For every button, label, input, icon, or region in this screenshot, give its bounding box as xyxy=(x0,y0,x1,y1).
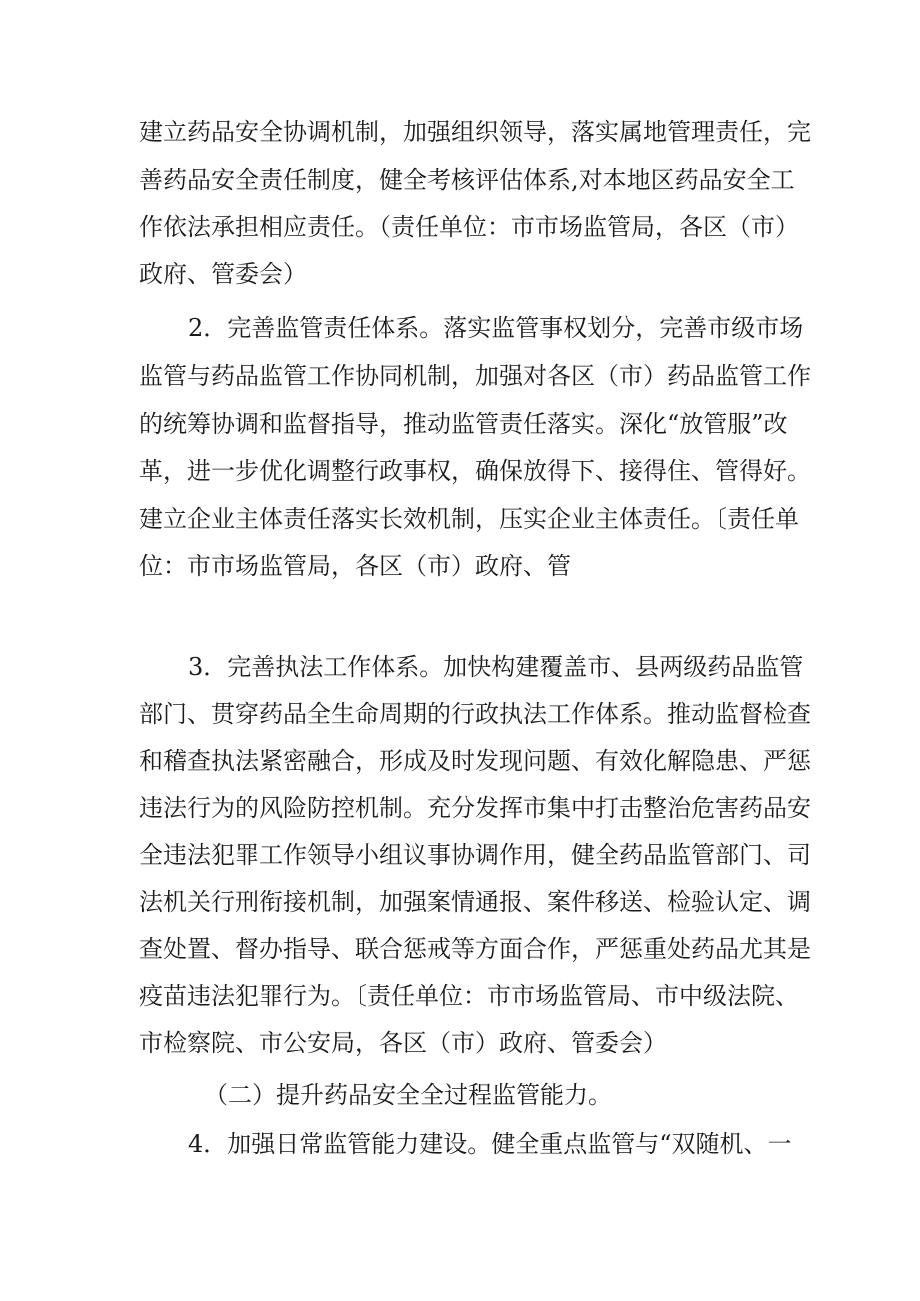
body-text-line: 法机关行刑衔接机制，加强案情通报、案件移送、检验认定、调 xyxy=(139,888,811,916)
body-text-line: 建立药品安全协调机制，加强组织领导，落实属地管理责任，完 xyxy=(139,118,811,146)
paragraph-heading-line: 2．完善监管责任体系。落实监管事权划分，完善市级市场 xyxy=(188,314,804,342)
paragraph-heading-line: 4．加强日常监管能力建设。健全重点监管与“双随机、一 xyxy=(188,1130,792,1158)
body-text-line: 和稽查执法紧密融合，形成及时发现问题、有效化解隐患、严惩 xyxy=(139,747,811,775)
body-text-line: 违法行为的风险防控机制。充分发挥市集中打击整治危害药品安 xyxy=(139,794,811,822)
body-text-line: 位：市市场监管局，各区（市）政府、管 xyxy=(139,552,571,580)
body-text-line: 监管与药品监管工作协同机制，加强对各区（市）药品监管工作 xyxy=(139,362,811,390)
body-text-line: 善药品安全责任制度，健全考核评估体系,对本地区药品安全工 xyxy=(139,166,795,194)
body-text-line: 市检察院、市公安局，各区（市）政府、管委会） xyxy=(139,1029,667,1057)
body-text-line: 的统筹协调和监督指导，推动监管责任落实。深化“放管服”改 xyxy=(139,410,788,438)
body-text-line: 查处置、督办指导、联合惩戒等方面合作，严惩重处药品尤其是 xyxy=(139,935,811,963)
body-text-line: 作依法承担相应责任。（责任单位：市市场监管局，各区（市） xyxy=(139,213,799,241)
body-text-line: 部门、贯穿药品全生命周期的行政执法工作体系。推动监督检查 xyxy=(139,700,811,728)
body-text-line: 革，进一步优化调整行政事权，确保放得下、接得住、管得好。 xyxy=(139,457,811,485)
body-text-line: 政府、管委会） xyxy=(139,260,307,288)
body-text-line: 全违法犯罪工作领导小组议事协调作用，健全药品监管部门、司 xyxy=(139,841,811,869)
section-heading-line: （二）提升药品安全全过程监管能力。 xyxy=(204,1081,612,1109)
paragraph-heading-line: 3．完善执法工作体系。加快构建覆盖市、县两级药品监管 xyxy=(188,653,804,681)
body-text-line: 建立企业主体责任落实长效机制，压实企业主体责任。〔责任单 xyxy=(139,505,799,533)
body-text-line: 疫苗违法犯罪行为。〔责任单位：市市场监管局、市中级法院、 xyxy=(139,982,799,1010)
